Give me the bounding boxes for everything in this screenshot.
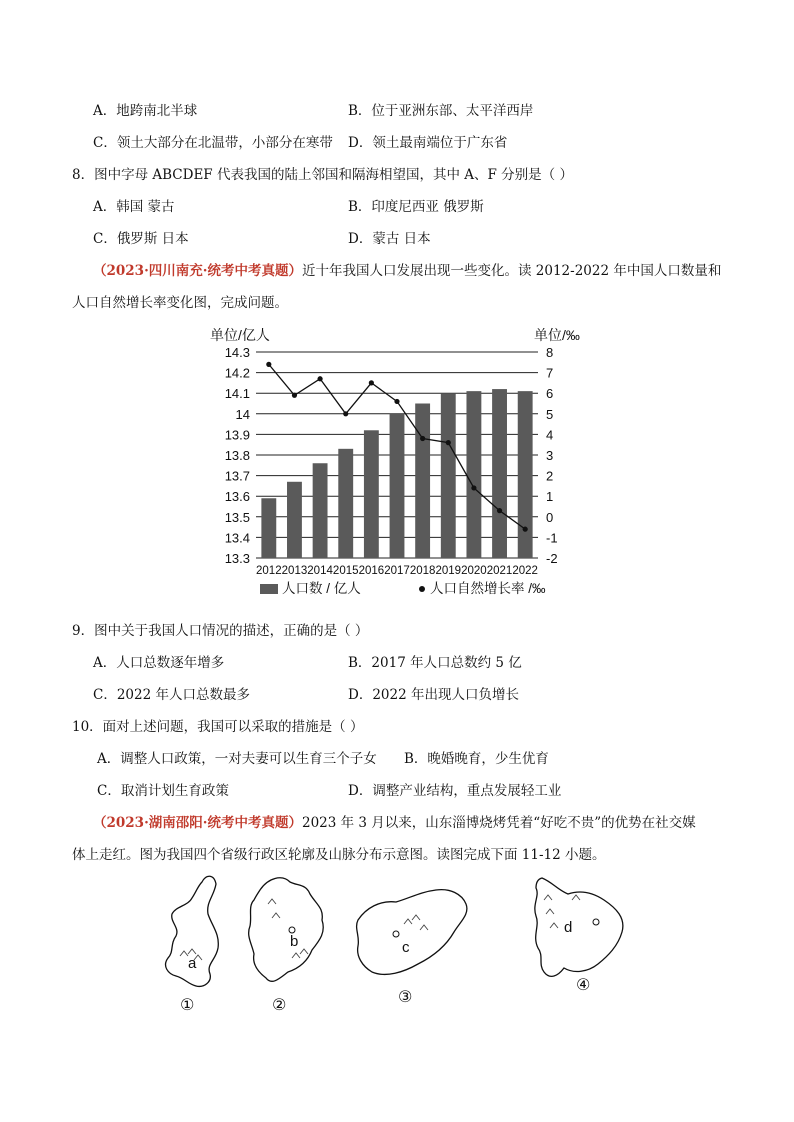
- q10-option-d: D．调整产业结构，重点发展轻工业: [348, 783, 562, 799]
- q8-option-a: A．韩国 蒙古: [93, 199, 175, 215]
- right-tick-label: 8: [546, 345, 554, 360]
- map-letter-c: c: [402, 939, 410, 956]
- province-maps-svg: [140, 860, 660, 1020]
- q8-option-b: B．印度尼西亚 俄罗斯: [348, 199, 484, 215]
- population-bar: [466, 391, 481, 558]
- mountain-symbol-3: [404, 915, 428, 930]
- province-maps: [140, 860, 660, 1020]
- population-bar: [492, 389, 507, 558]
- x-tick-label: 2022: [512, 565, 538, 577]
- population-bar: [441, 393, 456, 558]
- legend-label-growth: 人口自然增长率 /‰: [430, 581, 546, 596]
- left-tick-label: 13.5: [224, 509, 250, 525]
- population-bar: [313, 463, 328, 558]
- intro1-source: （2023·四川南充·统考中考真题）: [93, 263, 302, 279]
- x-tick-label: 2018: [409, 565, 436, 577]
- q10-option-c: C．取消计划生育政策: [97, 783, 229, 799]
- q7-option-b: B．位于亚洲东部、太平洋西岸: [348, 103, 534, 119]
- left-tick-label: 13.6: [224, 489, 250, 505]
- intro2-line2: 体上走红。图为我国四个省级行政区轮廓及山脉分布示意图。读图完成下面 11-12 小题。: [72, 847, 606, 863]
- growth-rate-point: [420, 436, 425, 441]
- map-number-2: ②: [272, 995, 287, 1014]
- intro1-line1: [93, 262, 721, 280]
- province-outline-4: [535, 878, 623, 976]
- population-chart: [200, 322, 600, 600]
- mountain-symbol-2: [268, 899, 308, 958]
- q8-option-d: D．蒙古 日本: [348, 231, 431, 247]
- q9-option-c: C．2022 年人口总数最多: [93, 687, 250, 703]
- x-tick-label: 2016: [358, 565, 385, 577]
- left-tick-label: 13.8: [224, 448, 250, 463]
- growth-rate-point: [369, 380, 374, 385]
- intro2-source: （2023·湖南邵阳·统考中考真题）: [93, 815, 302, 831]
- x-tick-label: 2012: [256, 565, 282, 577]
- growth-rate-point: [343, 411, 348, 416]
- map-letter-d: d: [564, 919, 573, 936]
- x-tick-label: 2021: [486, 565, 513, 577]
- right-tick-label: 4: [546, 427, 554, 443]
- population-chart-svg: [200, 322, 600, 600]
- right-tick-label: 3: [546, 448, 554, 463]
- x-tick-label: 2014: [307, 565, 333, 577]
- q10-option-a: A．调整人口政策，一对夫妻可以生育三个子女: [97, 751, 377, 767]
- growth-rate-point: [292, 393, 297, 398]
- q7-option-a: A．地跨南北半球: [93, 103, 198, 119]
- growth-rate-point: [523, 527, 528, 532]
- legend-swatch-population: [260, 584, 278, 594]
- population-bar: [287, 482, 302, 558]
- q10-option-b: B．晚婚晚育，少生优育: [404, 751, 549, 767]
- left-tick-label: 14: [235, 406, 250, 422]
- intro1-line2: 人口自然增长率变化图，完成问题。: [72, 295, 288, 311]
- q9-option-a: A．人口总数逐年增多: [93, 655, 225, 671]
- intro2-line1: [93, 814, 696, 832]
- left-tick-label: 14.2: [224, 365, 250, 381]
- x-tick-label: 2013: [281, 565, 308, 577]
- population-bar: [518, 391, 533, 558]
- map-number-1: ①: [180, 995, 195, 1014]
- x-tick-label: 2020: [461, 565, 487, 577]
- left-tick-label: 13.7: [224, 468, 250, 484]
- map-number-3: ③: [398, 987, 413, 1006]
- intro2-text1: 2023 年 3 月以来，山东淄博烧烤凭着“好吃不贵”的优势在社交媒: [301, 815, 696, 831]
- map-letter-b: b: [290, 933, 299, 950]
- left-tick-label: 13.9: [224, 427, 250, 443]
- x-tick-label: 2017: [384, 565, 410, 577]
- right-tick-label: 5: [546, 406, 554, 422]
- left-tick-label: 14.1: [224, 386, 250, 402]
- left-tick-label: 13.3: [224, 551, 250, 566]
- population-bar: [415, 404, 430, 559]
- population-bar: [261, 498, 276, 558]
- q8-option-c: C．俄罗斯 日本: [93, 231, 189, 247]
- right-tick-label: -2: [546, 551, 558, 566]
- population-bar: [364, 430, 379, 558]
- province-outline-3: [357, 890, 467, 975]
- intro1-text1: 近十年我国人口发展出现一些变化。读 2012-2022 年中国人口数量和: [301, 263, 722, 279]
- growth-rate-point: [266, 362, 271, 367]
- province-outline-2: [249, 878, 324, 982]
- growth-rate-point: [317, 376, 322, 381]
- q10-stem: 10．面对上述问题，我国可以采取的措施是（ ）: [72, 719, 364, 735]
- q9-option-d: D．2022 年出现人口负增长: [348, 687, 519, 703]
- mountain-symbol-4: [544, 895, 580, 928]
- q9-option-b: B．2017 年人口总数约 5 亿: [348, 655, 522, 671]
- capital-marker-3: [393, 931, 399, 937]
- right-tick-label: 7: [546, 365, 554, 381]
- q7-option-c: C．领土大部分在北温带，小部分在寒带: [93, 135, 333, 151]
- left-tick-label: 14.3: [224, 345, 250, 360]
- q7-option-d: D．领土最南端位于广东省: [348, 135, 508, 151]
- legend-label-population: 人口数 / 亿人: [282, 581, 361, 596]
- population-bar: [338, 449, 353, 558]
- left-unit-label: 单位/亿人: [210, 327, 270, 343]
- x-tick-label: 2019: [435, 565, 462, 577]
- left-tick-label: 13.4: [224, 530, 250, 546]
- growth-rate-point: [446, 440, 451, 445]
- legend-swatch-growth: [419, 586, 425, 592]
- right-tick-label: 1: [546, 489, 554, 505]
- growth-rate-point: [394, 399, 399, 404]
- right-tick-label: 2: [546, 468, 554, 484]
- map-number-4: ④: [576, 975, 591, 994]
- capital-marker-4: [593, 919, 599, 925]
- map-letter-a: a: [188, 955, 197, 972]
- growth-rate-point: [471, 485, 476, 490]
- right-unit-label: 单位/‰: [534, 327, 580, 343]
- right-tick-label: 6: [546, 386, 554, 402]
- right-tick-label: 0: [546, 509, 554, 525]
- q9-stem: 9．图中关于我国人口情况的描述，正确的是（ ）: [72, 623, 369, 639]
- q8-stem: 8．图中字母 ABCDEF 代表我国的陆上邻国和隔海相望国，其中 A、F 分别是（ ）: [72, 167, 573, 183]
- right-tick-label: -1: [546, 530, 558, 546]
- growth-rate-point: [497, 508, 502, 513]
- population-bar: [390, 414, 405, 558]
- x-tick-label: 2015: [332, 565, 359, 577]
